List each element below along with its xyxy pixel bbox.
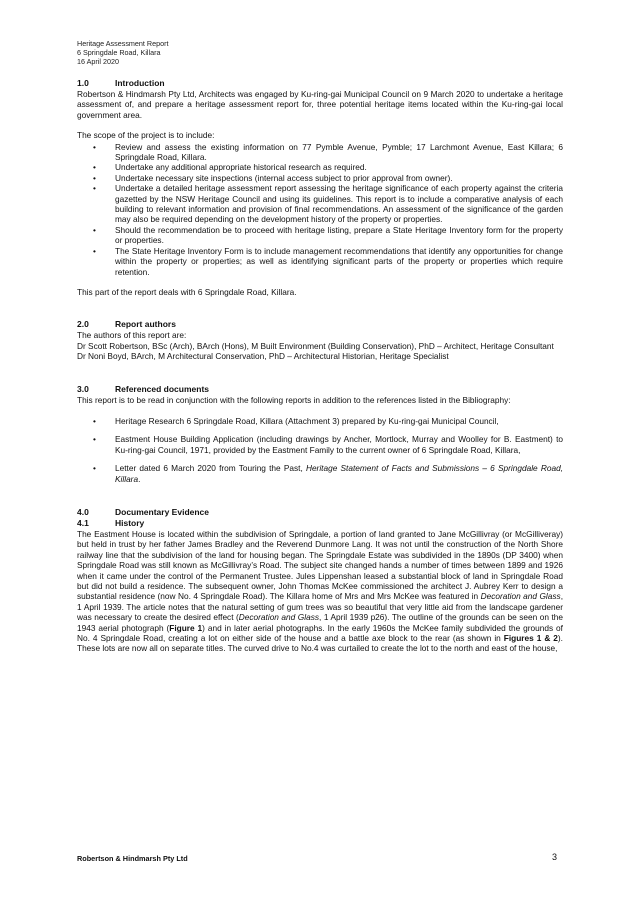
history-paragraph: The Eastment House is located within the subdivision of Springdale, a portion of land granted to Jane McGillivray (or McGilliveray) but held in trust by her father James Bradley and the Reverend Dunmore Lang. It was not until the construction of the North Shore railway line that the subdivision of the land for housing began. The Springdale Estate was subdivided in the 1890s (DP 3400) when Springdale Road was still known as McGillivray’s Road. The subject site changed hands a number of times between 1899 and 1926 when it came under the control of the Permanent Trustee. Jules Lippenshan leased a substantial block of land in Springdale Road but did not build a residence. The subsequent owner, John Thomas McKee commissioned the architect J. Aubrey Kerr to design a substantial residence (now No. 4 Springdale Road). The Killara home of Mrs and Mrs McKee was featured in Decoration and Glass, 1 April 1939. The article notes that the natural setting of gum trees was so beautiful that very little aid from the landscape gardener was necessary to create the desired effect (Decoration and Glass, 1 April 1939 p26). The outline of the grounds can be seen on the 1943 aerial photograph (Figure 1) and in later aerial photographs. In the early 1960s the McKee family subdivided the grounds of No. 4 Springdale Road, creating a lot on either side of the house and a battle axe block to the rear (as shown in Figures 1 & 2). These lots are now all on separate titles. The curved drive to No.4 was curtailed to create the lot to the north and east of the house, (77, 528, 563, 654)
scope-intro: The scope of the project is to include: (77, 130, 215, 141)
bullet-icon: • (93, 463, 96, 474)
bullet-icon: • (93, 224, 96, 235)
running-header (77, 39, 168, 66)
bullet-icon: • (93, 172, 96, 183)
author-2: Dr Noni Boyd, BArch, M Architectural Conservation, PhD – Architectural Historian, Heritage Specialist (77, 351, 449, 362)
section-heading-authors: 2.0 Report authors (77, 319, 176, 330)
scope-note: This part of the report deals with 6 Springdale Road, Killara. (77, 286, 297, 297)
list-item: • Heritage Research 6 Springdale Road, Killara (Attachment 3) prepared by Ku-ring-gai Municipal Council, (93, 415, 499, 426)
page-number: 3 (552, 852, 558, 862)
list-item: • The State Heritage Inventory Form is to include management recommendations that identify any opportunities for change within the property or properties; as well as identifying significant parts of the property or properties which require retention. (93, 245, 563, 277)
section-heading-introduction: 1.0 Introduction (77, 78, 165, 88)
header-title: Heritage Assessment Report (77, 39, 169, 48)
authors-intro: The authors of this report are: (77, 330, 187, 341)
list-item: • Letter dated 6 March 2020 from Touring the Past, Heritage Statement of Facts and Submissions – 6 Springdale Road, Killara. (93, 463, 563, 484)
references-list (77, 416, 563, 484)
section-heading-references: 3.0 Referenced documents (77, 383, 209, 394)
list-item: • Eastment House Building Application (including drawings by Ancher, Mortlock, Murray and Woolley for B. Eastment) to Ku-ring-gai Council, 1971, provided by the Eastment Family to the current owner of 6 Springdale Road, Killara, (93, 434, 563, 455)
list-item: • Undertake a detailed heritage assessment report assessing the heritage significance of each property against the criteria gazetted by the NSW Heritage Council and using its guidelines. This report is to include a comparative analysis of each building to relevant information and provision of final recommendations. An assessment of the significance of the garden may also be required depending on the development history of the property or properties. (93, 183, 563, 225)
bullet-icon: • (93, 434, 96, 445)
scope-list (77, 142, 563, 277)
subsection-heading-history: 4.1 History (77, 517, 145, 528)
header-date: 16 April 2020 (77, 57, 119, 66)
bullet-icon: • (93, 141, 96, 152)
section-heading-documentary-evidence: 4.0 Documentary Evidence (77, 506, 210, 517)
list-item: • Review and assess the existing information on 77 Pymble Avenue, Pymble; 17 Larchmont Avenue, East Killara; 6 Springdale Road, Killara. (93, 141, 563, 163)
intro-paragraph: Robertson & Hindmarsh Pty Ltd, Architects was engaged by Ku-ring-gai Municipal Council on 9 March 2020 to undertake a heritage assessment of, and prepare a heritage assessment report for, three potential heritage items located within the Ku-ring-gai local government area. (77, 89, 563, 120)
list-item: • Undertake necessary site inspections (internal access subject to prior approval from owner). (93, 172, 453, 183)
list-item: • Should the recommendation be to proceed with heritage listing, prepare a State Heritage Inventory form for the property or properties. (93, 224, 563, 246)
footer-company: Robertson & Hindmarsh Pty Ltd (77, 854, 188, 863)
document-body (77, 78, 563, 654)
bullet-icon: • (93, 162, 96, 173)
bullet-icon: • (93, 415, 96, 426)
references-intro: This report is to be read in conjunction with the following reports in addition to the references listed in the Bibliography: (77, 394, 511, 405)
bullet-icon: • (93, 245, 96, 256)
bullet-icon: • (93, 183, 96, 194)
list-item: • Undertake any additional appropriate historical research as required. (93, 162, 367, 173)
header-address: 6 Springdale Road, Killara (77, 48, 161, 57)
author-1: Dr Scott Robertson, BSc (Arch), BArch (Hons), M Built Environment (Building Conservation), PhD – Architect, Heritage Consultant (77, 340, 554, 351)
